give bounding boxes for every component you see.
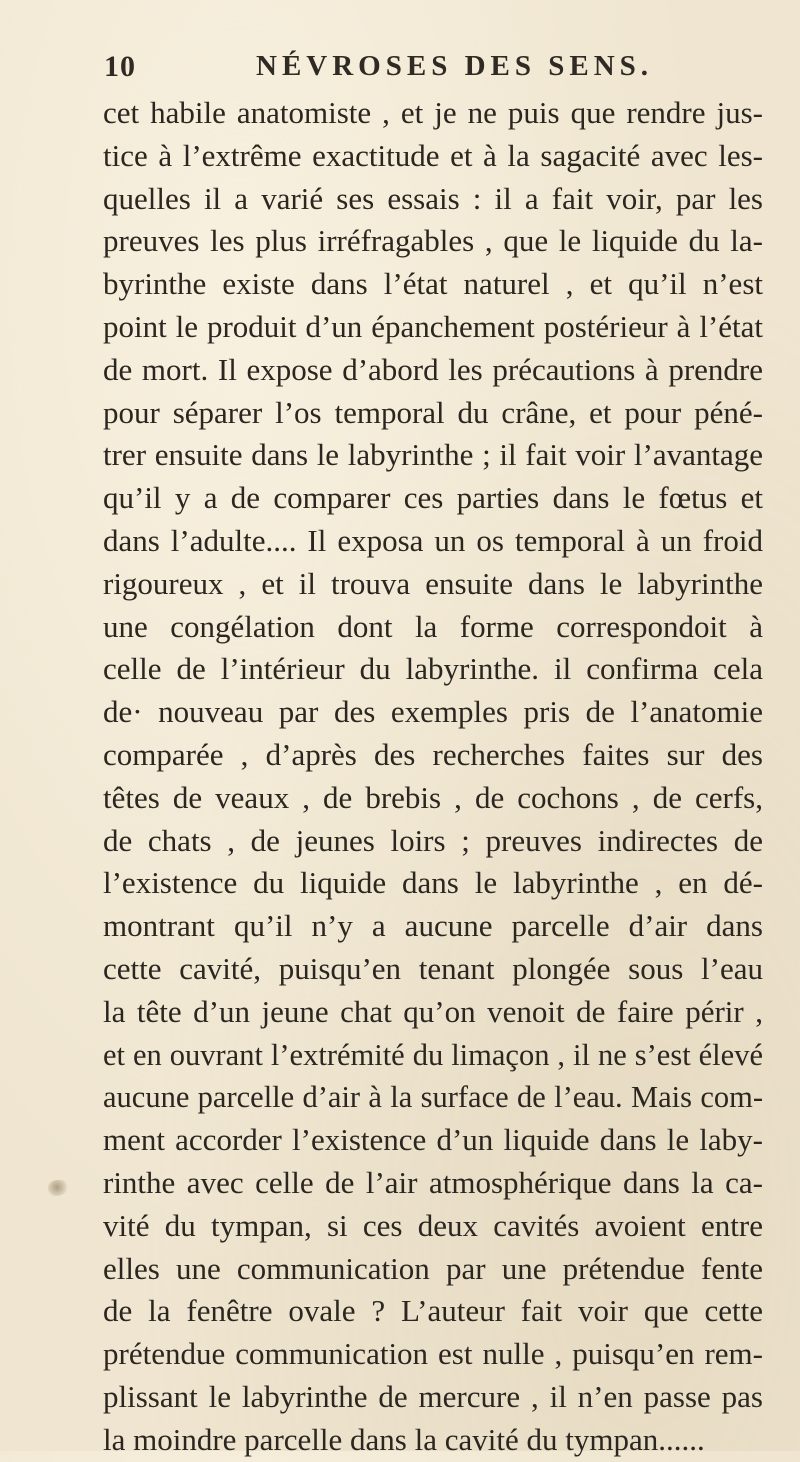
text-line: têtes de veaux , de brebis , de cochons , de cerfs, [103, 779, 763, 815]
text-line: byrinthe existe dans l’état naturel , et qu’il n’est [103, 266, 763, 302]
page-number: 10 [104, 50, 136, 83]
text-line: trer ensuite dans le labyrinthe ; il fait voir l’avantage [103, 437, 763, 473]
running-head [104, 50, 654, 90]
text-line: l’existence du liquide dans le labyrinthe , en dé- [103, 865, 763, 901]
text-line: montrant qu’il n’y a aucune parcelle d’air dans [103, 908, 763, 944]
text-line: celle de l’intérieur du labyrinthe. il confirma cela [103, 651, 763, 687]
text-line: de mort. Il expose d’abord les précautions à prendre [103, 351, 763, 387]
text-line: aucune parcelle d’air à la surface de l’eau. Mais com- [103, 1080, 763, 1115]
text-line: quelles il a varié ses essais : il a fait voir, par les [103, 180, 763, 216]
text-line: pour séparer l’os temporal du crâne, et pour péné- [103, 394, 763, 430]
text-line: la moindre parcelle dans la cavité du tympan...... [103, 1421, 705, 1457]
text-line: elles une communication par une prétendue fente [103, 1250, 763, 1286]
text-line: de la fenêtre ovale ? L’auteur fait voir que cette [103, 1293, 763, 1329]
text-line: une congélation dont la forme correspondoit à [103, 608, 763, 644]
text-line: la tête d’un jeune chat qu’on venoit de faire périr , [103, 993, 763, 1029]
text-line: cette cavité, puisqu’en tenant plongée sous l’eau [103, 950, 763, 986]
paper-blemish [48, 1180, 68, 1196]
text-line: rinthe avec celle de l’air atmosphérique dans la ca- [103, 1164, 763, 1200]
text-line: tice à l’extrême exactitude et à la sagacité avec les- [103, 137, 763, 173]
text-line: cet habile anatomiste , et je ne puis que rendre jus- [103, 95, 763, 130]
text-line: comparée , d’après des recherches faites sur des [103, 736, 763, 772]
text-line: ment accorder l’existence d’un liquide dans le laby- [103, 1122, 763, 1158]
text-line: dans l’adulte.... Il exposa un os temporal à un froid [103, 522, 763, 558]
text-line: prétendue communication est nulle , puisqu’en rem- [103, 1336, 763, 1372]
text-line: de chats , de jeunes loirs ; preuves indirectes de [103, 822, 763, 858]
text-line: vité du tympan, si ces deux cavités avoient entre [103, 1207, 763, 1243]
text-line: plissant le labyrinthe de mercure , il n’en passe pas [103, 1378, 763, 1414]
text-line: et en ouvrant l’extrémité du limaçon , il ne s’est élevé [103, 1037, 763, 1072]
text-line: rigoureux , et il trouva ensuite dans le labyrinthe [103, 565, 763, 601]
text-line: de· nouveau par des exemples pris de l’anatomie [103, 694, 763, 730]
running-title: NÉVROSES DES SENS. [256, 50, 654, 82]
body-text [103, 92, 763, 1462]
text-line: qu’il y a de comparer ces parties dans le fœtus et [103, 480, 763, 516]
text-line: point le produit d’un épanchement postérieur à l’état [103, 308, 763, 344]
text-line: preuves les plus irréfragables , que le liquide du la- [103, 223, 763, 259]
